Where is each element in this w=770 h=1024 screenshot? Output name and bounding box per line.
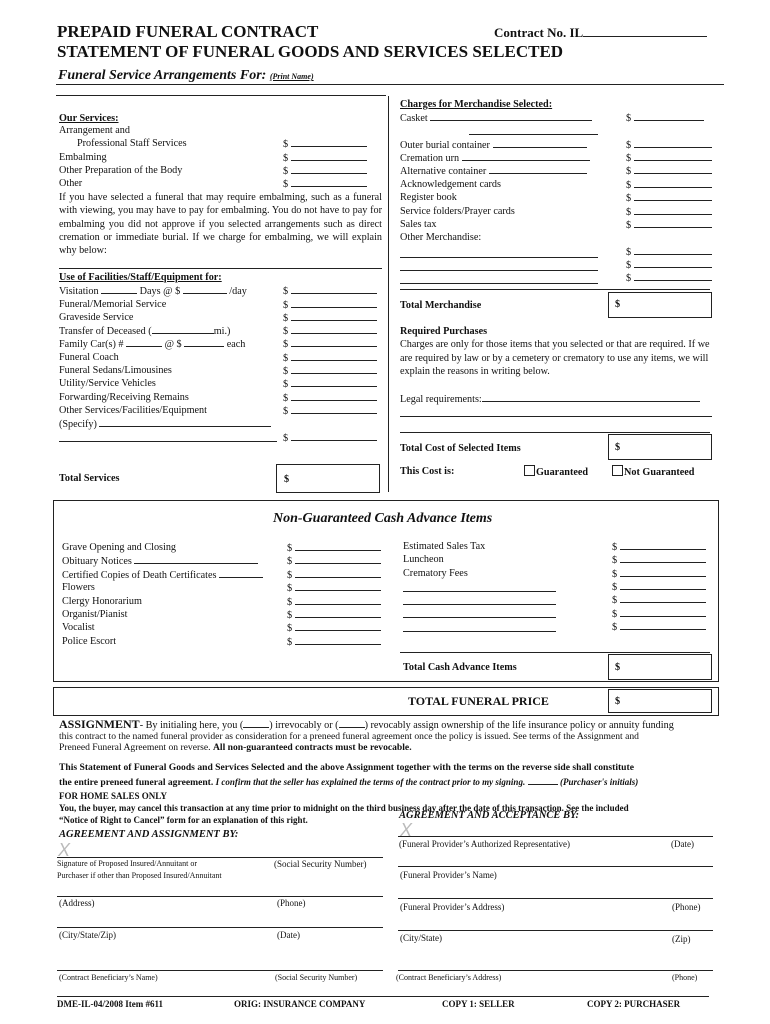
home-sales-line-1: You, the buyer, may cancel this transaction at any time prior to midnight on the third business day after the date of this transaction. See the included xyxy=(59,803,629,813)
date-label: (Date) xyxy=(277,930,300,940)
visitation-rate-field[interactable] xyxy=(183,284,227,294)
amount-field[interactable]: $ xyxy=(283,151,367,164)
provider-address-line[interactable] xyxy=(398,898,713,899)
total-price-label: TOTAL FUNERAL PRICE xyxy=(408,694,549,708)
service-other: Other xyxy=(59,178,83,189)
amount-field[interactable]: $ xyxy=(626,245,712,258)
provider-address-label: (Funeral Provider’s Address) xyxy=(400,902,505,912)
cash-death-certs: Certified Copies of Death Certificates xyxy=(62,568,263,582)
cash-flowers: Flowers xyxy=(62,582,95,593)
amount-field[interactable]: $ xyxy=(626,164,712,177)
facility-other: Other Services/Facilities/Equipment xyxy=(59,405,207,416)
merch-sales-tax: Sales tax xyxy=(400,219,437,230)
amount-field[interactable]: $ xyxy=(612,607,706,620)
amount-field[interactable]: $ xyxy=(626,191,712,204)
legal-req-field[interactable] xyxy=(482,392,700,402)
beneficiary-ssn-label: (Social Security Number) xyxy=(275,973,358,982)
amount-field[interactable]: $ xyxy=(283,137,367,150)
provider-zip-label: (Zip) xyxy=(672,934,691,944)
amount-field[interactable]: $ xyxy=(283,351,377,364)
not-guaranteed-checkbox[interactable] xyxy=(612,465,623,476)
amount-field[interactable]: $ xyxy=(283,324,377,337)
home-sales-line-2: “Notice of Right to Cancel” form for an explanation of this right. xyxy=(59,815,308,825)
beneficiary-name-label: (Contract Beneficiary’s Name) xyxy=(59,973,158,982)
beneficiary-address-label: (Contract Beneficiary’s Address) xyxy=(396,973,502,982)
service-professional-staff: Professional Staff Services xyxy=(77,138,187,149)
facility-memorial-service: Funeral/Memorial Service xyxy=(59,299,167,310)
guaranteed-checkbox[interactable] xyxy=(524,465,535,476)
header-divider xyxy=(56,95,386,96)
cash-vocalist: Vocalist xyxy=(62,622,95,633)
total-services-label: Total Services xyxy=(59,473,120,484)
facility-funeral-coach: Funeral Coach xyxy=(59,352,119,363)
contract-number-field[interactable] xyxy=(583,25,707,37)
amount-field[interactable]: $ xyxy=(626,178,712,191)
amount-field[interactable]: $ xyxy=(626,258,712,271)
footer-copy2: COPY 2: PURCHASER xyxy=(587,999,681,1009)
provider-city-label: (City/State) xyxy=(400,933,442,943)
column-divider xyxy=(388,96,389,492)
other-merch-line-2[interactable] xyxy=(400,270,598,271)
assignment-line-1: ASSIGNMENT- By initialing here, you ( ) irrevocably or ( ) revocably assign ownership of the life insurance policy or annuity funding xyxy=(59,717,674,731)
amount-field[interactable]: $ xyxy=(283,177,367,190)
amount-field[interactable]: $ xyxy=(626,151,712,164)
cash-grave-opening: Grave Opening and Closing xyxy=(62,542,177,553)
cash-other-line-1[interactable] xyxy=(403,591,556,592)
home-sales-heading: FOR HOME SALES ONLY xyxy=(59,791,167,801)
cash-other-line-3[interactable] xyxy=(403,617,556,618)
merch-casket: Casket xyxy=(400,111,592,125)
assignment-line-3: Preneed Funeral Agreement on reverse. All non-guaranteed contracts must be revocable. xyxy=(59,742,412,753)
legal-req-line-2[interactable] xyxy=(400,416,712,417)
amount-field[interactable]: $ xyxy=(287,581,381,594)
amount-field[interactable]: $ xyxy=(287,608,381,621)
facilities-heading: Use of Facilities/Staff/Equipment for: xyxy=(59,272,222,283)
amount-field[interactable]: $ xyxy=(612,580,706,593)
agreement-assignment-heading: AGREEMENT AND ASSIGNMENT BY: xyxy=(59,829,239,840)
embalming-explain-line[interactable] xyxy=(59,268,382,269)
services-heading: Our Services: xyxy=(59,113,119,124)
purchaser-initials-field[interactable] xyxy=(528,775,558,785)
cash-crematory: Crematory Fees xyxy=(403,568,468,579)
city-line[interactable] xyxy=(57,927,383,928)
amount-field[interactable]: $ xyxy=(612,620,706,633)
revocable-initials[interactable] xyxy=(339,718,365,728)
cash-advance-heading: Non-Guaranteed Cash Advance Items xyxy=(273,511,493,526)
visitation-days-field[interactable] xyxy=(101,284,137,294)
amount-field[interactable]: $ xyxy=(626,111,704,124)
address-line[interactable] xyxy=(57,896,383,897)
amount-field[interactable]: $ xyxy=(626,218,712,231)
amount-field[interactable]: $ xyxy=(283,298,377,311)
beneficiary-line[interactable] xyxy=(57,970,383,971)
embalming-note: If you have selected a funeral that may require embalming, such as a funeral with viewing, you may have to pay for embalming. You do not have to pay for embalming you did not approve if you selected arrangements such as direct cremation or immediate burial. If we charge for embalming, we will explain why below: xyxy=(59,192,382,257)
contract-title: PREPAID FUNERAL CONTRACT xyxy=(57,22,319,41)
cash-police-escort: Police Escort xyxy=(62,636,117,647)
statement-line-1: This Statement of Funeral Goods and Services Selected and the above Assignment together with the terms on the reverse side shall constitute xyxy=(59,762,634,773)
amount-field[interactable]: $ xyxy=(612,593,706,606)
total-services-box[interactable]: $ xyxy=(276,464,380,493)
merch-service-folders: Service folders/Prayer cards xyxy=(400,206,515,217)
address-label: (Address) xyxy=(59,898,95,908)
amount-field[interactable]: $ xyxy=(287,595,381,608)
beneficiary-address-line[interactable] xyxy=(398,970,713,971)
amount-field[interactable]: $ xyxy=(283,337,377,350)
merch-other: Other Merchandise: xyxy=(400,232,482,243)
amount-field[interactable]: $ xyxy=(287,568,381,581)
cash-other-line-2[interactable] xyxy=(403,604,556,605)
insured-ssn-label: (Social Security Number) xyxy=(274,859,367,869)
facility-graveside: Graveside Service xyxy=(59,312,134,323)
irrevocable-initials[interactable] xyxy=(243,718,269,728)
city-label: (City/State/Zip) xyxy=(59,930,116,940)
total-cash-advance-label: Total Cash Advance Items xyxy=(403,662,517,673)
footer-form-id: DME-IL-04/2008 Item #611 xyxy=(57,999,163,1009)
provider-rep-line[interactable] xyxy=(398,836,713,837)
beneficiary-phone-label: (Phone) xyxy=(672,973,698,982)
phone-label: (Phone) xyxy=(277,898,306,908)
total-merch-box[interactable]: $ xyxy=(608,292,712,318)
cash-luncheon: Luncheon xyxy=(403,554,444,565)
contract-number-label: Contract No. IL xyxy=(494,25,707,41)
amount-field[interactable]: $ xyxy=(626,138,712,151)
facility-utility-vehicles: Utility/Service Vehicles xyxy=(59,378,156,389)
cash-clergy: Clergy Honorarium xyxy=(62,596,142,607)
other-merch-line-1[interactable] xyxy=(400,257,598,258)
insured-signature-label-1: Signature of Proposed Insured/Annuitant or xyxy=(57,859,197,868)
required-heading: Required Purchases xyxy=(400,326,488,337)
provider-rep-label: (Funeral Provider’s Authorized Representative) xyxy=(399,839,571,849)
amount-field[interactable]: $ xyxy=(283,404,377,417)
amount-field[interactable]: $ xyxy=(283,311,377,324)
cash-organist: Organist/Pianist xyxy=(62,609,128,620)
signature-x-left: X xyxy=(58,840,71,860)
amount-field[interactable]: $ xyxy=(287,541,381,554)
amount-field[interactable]: $ xyxy=(283,431,377,444)
provider-city-line[interactable] xyxy=(398,930,713,931)
agreement-acceptance-heading: AGREEMENT AND ACCEPTANCE BY: xyxy=(399,810,580,821)
service-embalming: Embalming xyxy=(59,152,107,163)
amount-field[interactable]: $ xyxy=(283,364,377,377)
footer-copy1: COPY 1: SELLER xyxy=(442,999,515,1009)
not-guaranteed-option[interactable]: Not Guaranteed xyxy=(612,465,694,479)
family-cars-rate-field[interactable] xyxy=(184,337,224,347)
cash-obituary: Obituary Notices xyxy=(62,554,258,568)
amount-field[interactable]: $ xyxy=(612,540,706,553)
total-cost-label: Total Cost of Selected Items xyxy=(400,443,521,454)
family-cars-count-field[interactable] xyxy=(126,337,162,347)
amount-field[interactable]: $ xyxy=(283,284,377,297)
arrangements-for-label: Funeral Service Arrangements For: (Print Name) xyxy=(58,68,314,83)
merchandise-heading: Charges for Merchandise Selected: xyxy=(400,99,553,110)
amount-field[interactable]: $ xyxy=(287,554,381,567)
merch-ack-cards: Acknowledgement cards xyxy=(400,179,501,190)
merch-register-book: Register book xyxy=(400,192,457,203)
service-other-prep: Other Preparation of the Body xyxy=(59,165,183,176)
other-merch-line-3[interactable] xyxy=(400,283,598,284)
total-cost-box[interactable]: $ xyxy=(608,434,712,460)
cash-sales-tax: Estimated Sales Tax xyxy=(403,541,486,552)
legal-req-label: Legal requirements: xyxy=(400,392,700,406)
amount-field[interactable]: $ xyxy=(612,553,706,566)
specify-line-2[interactable] xyxy=(59,441,277,442)
merch-divider xyxy=(400,289,710,290)
provider-phone-label: (Phone) xyxy=(672,902,701,912)
required-text: Charges are only for those items that you selected or that are required. If we are required by law or by a cemetery or crematory to use any items, we will explain the reasons in writing below. xyxy=(400,339,710,377)
arrangements-for-line[interactable] xyxy=(56,84,724,85)
merch-cremation-urn: Cremation urn xyxy=(400,151,590,165)
facility-sedans: Funeral Sedans/Limousines xyxy=(59,365,172,376)
cash-divider xyxy=(400,652,710,653)
amount-field[interactable]: $ xyxy=(283,391,377,404)
total-merch-label: Total Merchandise xyxy=(400,300,482,311)
amount-field[interactable]: $ xyxy=(283,164,367,177)
total-cash-advance-box[interactable]: $ xyxy=(608,654,712,680)
print-name-hint: (Print Name) xyxy=(269,72,314,81)
facility-specify: (Specify) xyxy=(59,417,271,431)
insured-signature-line[interactable] xyxy=(57,857,383,858)
family-cars-row: Family Car(s) # @ $ each xyxy=(59,339,246,350)
amount-field[interactable]: $ xyxy=(287,635,381,648)
assignment-line-2: this contract to the named funeral provider as consideration for a preneed funeral agreement once the policy is issued. See terms of the Assignment and xyxy=(59,731,639,742)
visitation-row: Visitation Days @ $ /day xyxy=(59,286,247,297)
this-cost-label: This Cost is: xyxy=(400,466,455,477)
amount-field[interactable]: $ xyxy=(612,567,706,580)
merch-outer-burial: Outer burial container xyxy=(400,138,587,152)
casket-line-2[interactable] xyxy=(469,134,598,135)
footer-divider xyxy=(57,996,709,997)
statement-title: STATEMENT OF FUNERAL GOODS AND SERVICES SELECTED xyxy=(57,42,564,61)
amount-field[interactable]: $ xyxy=(626,205,712,218)
specify-field[interactable] xyxy=(99,417,271,427)
merch-alt-container: Alternative container xyxy=(400,164,587,178)
amount-field[interactable]: $ xyxy=(287,621,381,634)
provider-date-label: (Date) xyxy=(671,839,694,849)
transfer-miles-field[interactable] xyxy=(152,324,214,334)
transfer-row: Transfer of Deceased ( mi.) xyxy=(59,326,231,337)
amount-field[interactable]: $ xyxy=(626,271,712,284)
guaranteed-option[interactable]: Guaranteed xyxy=(524,465,588,479)
provider-name-label: (Funeral Provider’s Name) xyxy=(400,870,497,880)
cash-other-line-4[interactable] xyxy=(403,631,556,632)
footer-orig: ORIG: INSURANCE COMPANY xyxy=(234,999,366,1009)
signature-x-right: X xyxy=(400,820,413,840)
facility-forwarding: Forwarding/Receiving Remains xyxy=(59,392,189,403)
req-divider xyxy=(400,432,710,433)
provider-name-line[interactable] xyxy=(398,866,713,867)
amount-field[interactable]: $ xyxy=(283,377,377,390)
statement-line-2: the entire preneed funeral agreement. I confirm that the seller has explained the terms of the contract prior to my signing. (Purchaser's initials) xyxy=(59,777,639,788)
insured-signature-label-2: Purchaser if other than Proposed Insured/Annuitant xyxy=(57,871,222,880)
total-price-box[interactable]: $ xyxy=(608,689,712,713)
service-arrangement: Arrangement and xyxy=(59,125,130,136)
